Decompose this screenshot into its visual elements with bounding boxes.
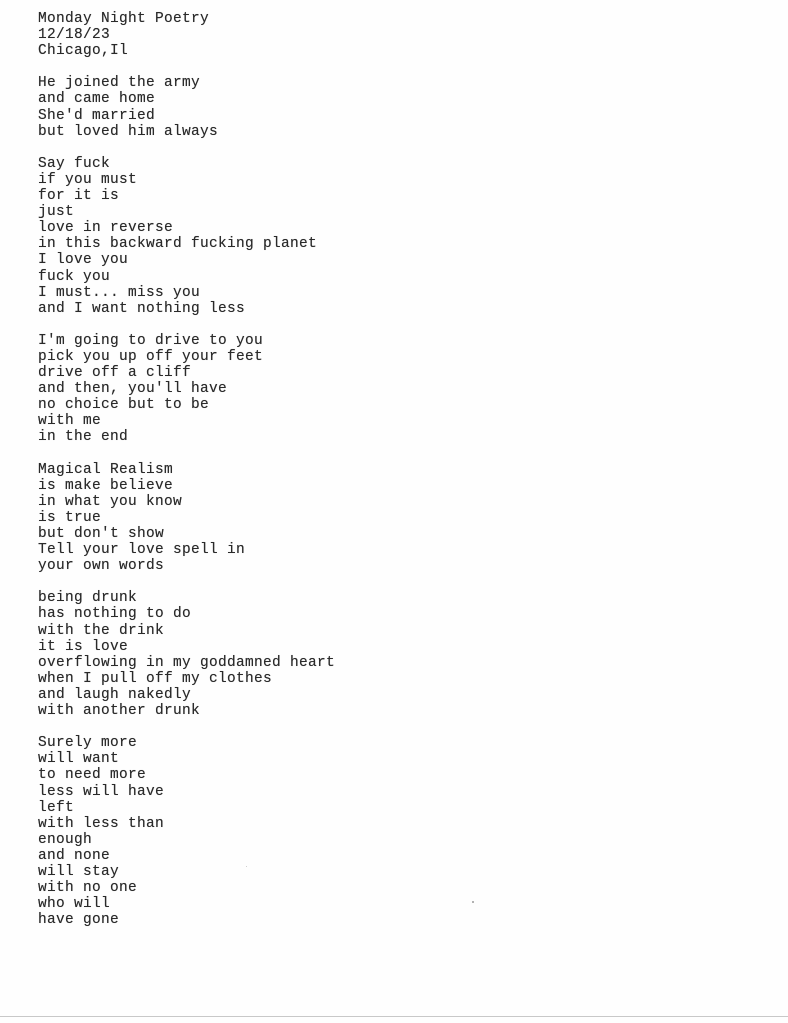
- poem-line: for it is: [38, 188, 120, 205]
- page-title: Monday Night Poetry: [38, 11, 210, 27]
- poem-text: [38, 11, 335, 928]
- poem-line: in the end: [38, 429, 129, 446]
- poem-line: fuck you: [38, 268, 111, 285]
- poem-line: but don't show: [38, 526, 165, 542]
- poem-line: have gone: [38, 912, 120, 929]
- poem-line: will stay: [38, 863, 120, 880]
- poem-line: it is love: [38, 638, 129, 655]
- stanza-6: [38, 735, 335, 928]
- poem-line: enough: [38, 831, 93, 848]
- stanza-4: [38, 462, 335, 575]
- poem-line: with me: [38, 413, 102, 430]
- poem-line: with the drink: [38, 622, 165, 639]
- poem-body: [38, 75, 335, 928]
- poem-line: He joined the army: [38, 75, 201, 92]
- poem-line: pick you up off your feet: [38, 348, 264, 365]
- stanza-3: [38, 333, 335, 446]
- stanza-1: [38, 75, 335, 139]
- poem-line: who will: [38, 896, 111, 913]
- poem-line: and none: [38, 847, 111, 864]
- poem-line: I must... miss you: [38, 284, 201, 301]
- poem-line: in what you know: [38, 493, 183, 510]
- stanza-5: [38, 590, 335, 719]
- page-header: [38, 11, 335, 59]
- place-line: Chicago,Il: [38, 43, 129, 60]
- poem-line: being drunk: [38, 590, 138, 607]
- poem-line: is true: [38, 509, 102, 526]
- poem-line: overflowing in my goddamned heart: [38, 654, 336, 671]
- date-line: 12/18/23: [38, 27, 111, 44]
- poem-line: if you must: [38, 171, 138, 188]
- poem-line: Tell your love spell in: [38, 542, 246, 559]
- poem-line: and I want nothing less: [38, 300, 246, 317]
- stanza-2: [38, 156, 335, 317]
- poem-line: and then, you'll have: [38, 381, 228, 398]
- poem-line: with less than: [38, 815, 165, 832]
- poem-line: left: [38, 799, 75, 816]
- poem-line: your own words: [38, 558, 165, 575]
- poem-line: to need more: [38, 767, 147, 784]
- poem-line: has nothing to do: [38, 606, 192, 623]
- poem-line: is make believe: [38, 477, 174, 494]
- poem-line: but loved him always: [38, 123, 219, 140]
- paper-speck: [246, 866, 247, 867]
- poem-line: and came home: [38, 91, 156, 108]
- poem-line: love in reverse: [38, 220, 174, 237]
- poem-line: will want: [38, 751, 120, 768]
- poem-line: and laugh nakedly: [38, 686, 192, 703]
- poem-line: with another drunk: [38, 703, 201, 720]
- poem-line: I'm going to drive to you: [38, 332, 264, 349]
- poem-line: less will have: [38, 783, 165, 800]
- poem-line: Magical Realism: [38, 461, 174, 478]
- poem-line: She'd married: [38, 107, 156, 124]
- poem-line: Say fuck: [38, 155, 111, 172]
- page-bottom-edge: [0, 1016, 788, 1017]
- poem-line: I love you: [38, 252, 129, 269]
- poem-line: no choice but to be: [38, 397, 210, 414]
- poem-line: drive off a cliff: [38, 365, 192, 382]
- poem-line: just: [38, 204, 75, 221]
- poem-line: in this backward fucking planet: [38, 236, 318, 253]
- paper-speck: [472, 901, 474, 903]
- poem-line: with no one: [38, 880, 138, 897]
- poem-line: Surely more: [38, 735, 138, 752]
- poem-line: when I pull off my clothes: [38, 670, 273, 687]
